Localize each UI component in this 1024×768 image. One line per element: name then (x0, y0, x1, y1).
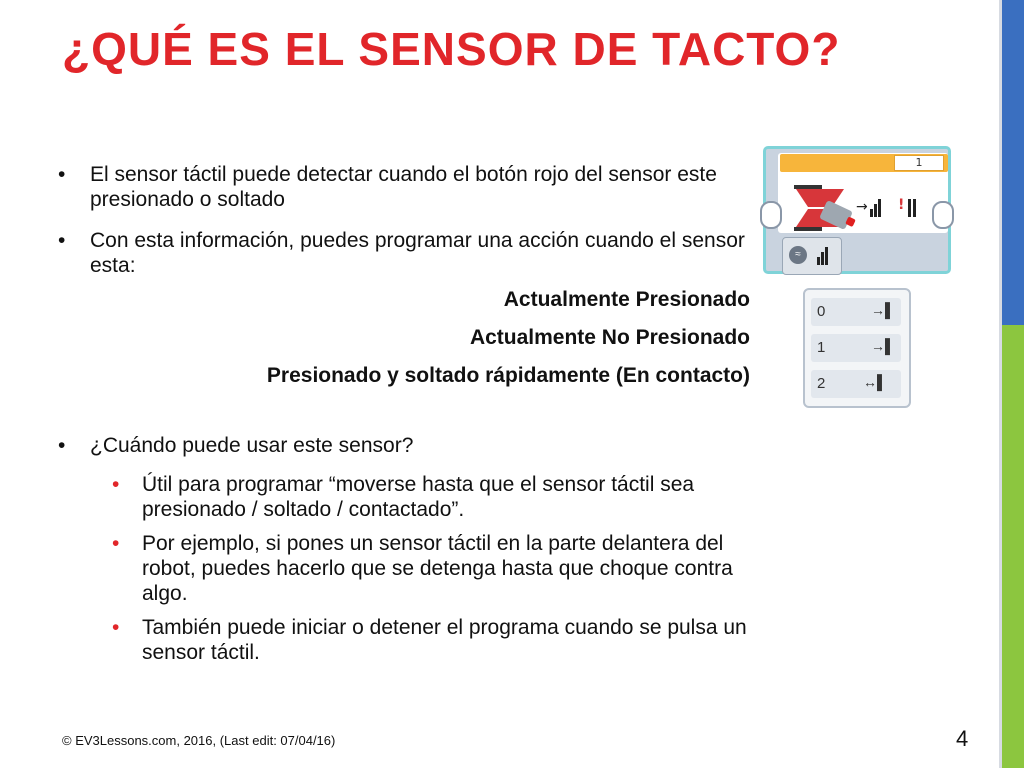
state-not-pressed: Actualmente No Presionado (469, 326, 750, 349)
ev3-touch-sensor-block (757, 140, 957, 415)
sub-bullet-dot: • (112, 473, 120, 496)
sub-bullet-text: También puede iniciar o detener el programa cuando se pulsa un sensor táctil. (142, 616, 747, 664)
mode-selector-icon: ≈ (789, 246, 807, 264)
port-number: 1 (894, 155, 944, 171)
hourglass-icon (796, 185, 820, 231)
state-option[interactable] (811, 298, 901, 326)
state-bumped: Presionado y soltado rápidamente (En contacto) (266, 364, 750, 387)
bullet-item (58, 228, 750, 278)
sub-bullet-item (112, 615, 762, 665)
state-bars-icon (908, 199, 918, 217)
sub-bullet-text: Por ejemplo, si pones un sensor táctil en la parte delantera del robot, puedes hacerlo que se detenga hasta que choque contra algo. (142, 532, 733, 605)
bullet-text: El sensor táctil puede detectar cuando el botón rojo del sensor este presionado o soltado (90, 163, 717, 211)
bumped-icon: ↔▌ (863, 374, 887, 390)
state-pressed: Actualmente Presionado (503, 288, 750, 311)
bullet-dot: • (58, 434, 66, 457)
state-dropdown[interactable] (803, 288, 911, 408)
bullet-item (58, 162, 740, 212)
sub-bullet-text: Útil para programar “moverse hasta que el sensor táctil sea presionado / soltado / contactado”. (142, 473, 695, 521)
bullet-dot: • (58, 163, 66, 186)
port-bar (780, 154, 948, 172)
state-option-label: 2 (817, 375, 826, 392)
compare-arrow-icon: → (856, 199, 868, 215)
state-bars-icon (870, 199, 880, 217)
state-option-label: 0 (817, 303, 826, 320)
sequence-out-connector (932, 201, 954, 229)
mode-selector-button[interactable] (782, 237, 842, 275)
state-option[interactable] (811, 334, 901, 362)
sequence-in-connector (760, 201, 782, 229)
sub-bullet-dot: • (112, 616, 120, 639)
state-bars-icon (817, 247, 827, 265)
bullet-text: ¿Cuándo puede usar este sensor? (90, 434, 414, 457)
pressed-icon: →▌ (871, 338, 895, 354)
slide-title: ¿QUÉ ES EL SENSOR DE TACTO? (62, 23, 841, 75)
edge-bar-blue (1002, 0, 1024, 325)
bullet-list (58, 162, 758, 665)
released-icon: →▌ (871, 302, 895, 318)
footer-copyright: © EV3Lessons.com, 2016, (Last edit: 07/04/16) (62, 733, 336, 748)
page-number: 4 (956, 726, 969, 751)
exclamation-icon: ! (898, 197, 905, 213)
edge-bar-green (1002, 325, 1024, 768)
ev3-block-body (763, 146, 951, 274)
bullet-item (58, 433, 740, 458)
sub-bullet-dot: • (112, 532, 120, 555)
state-option-label: 1 (817, 339, 826, 356)
sub-bullet-item (112, 531, 762, 606)
sub-bullet-item (112, 472, 762, 522)
bullet-text: Con esta información, puedes programar una acción cuando el sensor esta: (90, 229, 745, 277)
state-option[interactable] (811, 370, 901, 398)
bullet-dot: • (58, 229, 66, 252)
